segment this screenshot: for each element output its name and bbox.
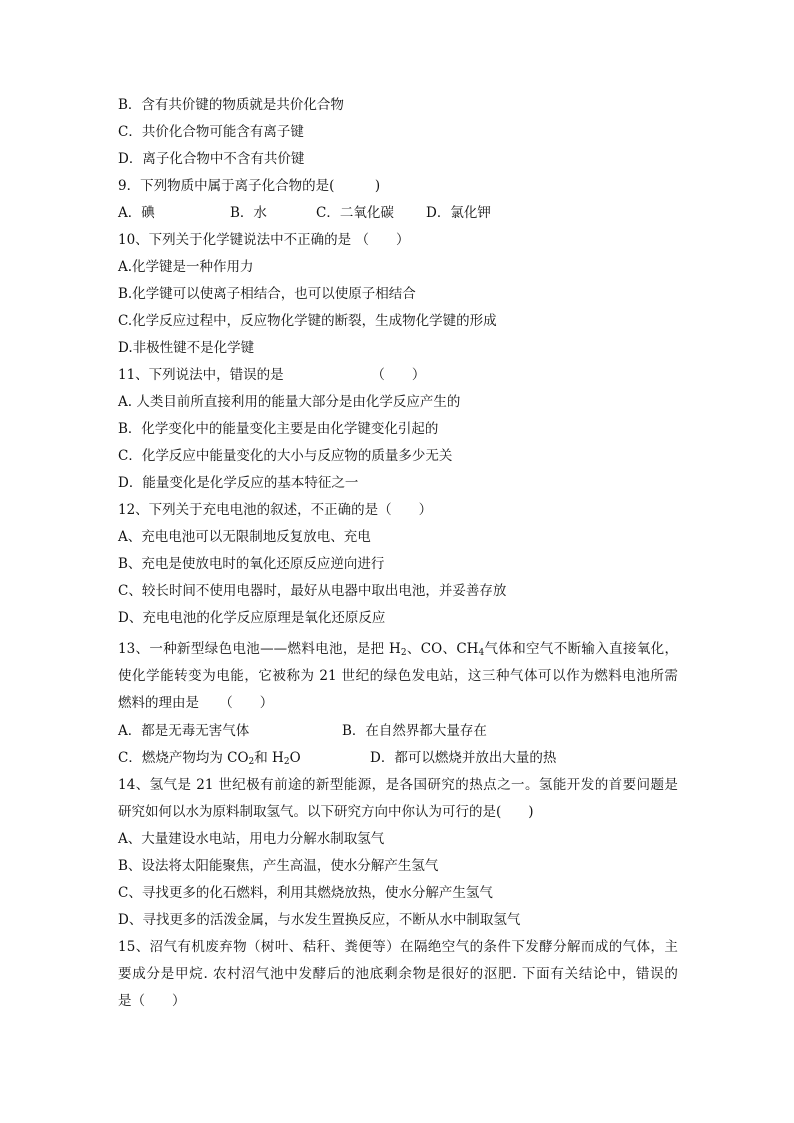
q15-stem-line2: 要成分是甲烷. 农村沼气池中发酵后的池底剩余物是很好的沤肥. 下面有关结论中，错误的 <box>118 966 678 982</box>
q13-option-b: B．在自然界都大量存在 <box>342 723 487 739</box>
q8-option-d: D．离子化合物中不含有共价键 <box>118 151 305 167</box>
q14-option-b: B、设法将太阳能聚焦，产生高温，使水分解产生氢气 <box>118 858 439 874</box>
q8-option-b: B．含有共价键的物质就是共价化合物 <box>118 97 344 113</box>
q11-option-b: B．化学变化中的能量变化主要是由化学键变化引起的 <box>118 421 439 437</box>
q13-options-row1 <box>118 722 678 740</box>
q9-option-a: A．碘 <box>118 205 155 221</box>
q12-option-c: C、较长时间不使用电器时，最好从电器中取出电池，并妥善存放 <box>118 583 507 599</box>
q10-stem: 10、下列关于化学键说法中不正确的是 （ ） <box>118 232 410 248</box>
q9-stem: 9．下列物质中属于离子化合物的是( ) <box>118 178 381 194</box>
q9-option-c: C．二氧化碳 <box>316 205 394 221</box>
q13-option-c: C．燃烧产物均为 $CO_2$和 $H_2O$ <box>118 750 301 767</box>
q14-option-c: C、寻找更多的化石燃料，利用其燃烧放热，使水分解产生氢气 <box>118 885 493 901</box>
q12-option-d: D、充电电池的化学反应原理是氧化还原反应 <box>118 610 386 626</box>
q13-option-d: D．都可以燃烧并放出大量的热 <box>370 750 557 766</box>
q9-options <box>118 204 678 222</box>
q9-option-b: B．水 <box>230 205 267 221</box>
q13-stem-line2: 使化学能转变为电能，它被称为 21 世纪的绿色发电站，这三种气体可以作为燃料电池所需 <box>118 668 678 684</box>
q11-option-c: C．化学反应中能量变化的大小与反应物的质量多少无关 <box>118 448 453 464</box>
q9-option-d: D．氯化钾 <box>426 205 491 221</box>
q12-option-b: B、充电是使放电时的氧化还原反应逆向进行 <box>118 556 385 572</box>
q10-option-c: C.化学反应过程中，反应物化学键的断裂，生成物化学键的形成 <box>118 313 497 329</box>
q14-option-a: A、大量建设水电站，用电力分解水制取氢气 <box>118 831 385 847</box>
q10-option-d: D.非极性键不是化学键 <box>118 340 255 356</box>
q14-option-d: D、寻找更多的活泼金属，与水发生置换反应，不断从水中制取氢气 <box>118 912 521 928</box>
q11-option-a: A. 人类目前所直接利用的能量大部分是由化学反应产生的 <box>118 394 461 410</box>
q11-option-d: D．能量变化是化学反应的基本特征之一 <box>118 475 359 491</box>
q15-stem-line3: 是（ ） <box>118 993 186 1009</box>
q15-stem-line1: 15、沼气有机废弃物（树叶、秸秆、粪便等）在隔绝空气的条件下发酵分解而成的气体，主 <box>118 939 678 955</box>
q13-options-row2 <box>118 749 678 767</box>
q13-option-a: A．都是无毒无害气体 <box>118 723 250 739</box>
q14-stem-line1: 14、氢气是 21 世纪极有前途的新型能源，是各国研究的热点之一。氢能开发的首要问题是 <box>118 777 678 793</box>
q12-stem: 12、下列关于充电电池的叙述，不正确的是（ ） <box>118 502 433 518</box>
q12-option-a: A、充电电池可以无限制地反复放电、充电 <box>118 529 371 545</box>
q13-stem-line1: 13、一种新型绿色电池——燃料电池，是把 $H_2$、CO、$CH_4$气体和空气不断输入直接氧化， <box>118 641 679 658</box>
q10-option-a: A.化学键是一种作用力 <box>118 259 254 275</box>
q8-option-c: C．共价化合物可能含有离子键 <box>118 124 304 140</box>
q14-stem-line2: 研究如何以水为原料制取氢气。以下研究方向中你认为可行的是( ) <box>118 804 534 820</box>
q13-stem-line3: 燃料的理由是 （ ） <box>118 695 274 711</box>
q11-stem: 11、下列说法中，错误的是 （ ） <box>118 367 426 383</box>
q10-option-b: B.化学键可以使离子相结合，也可以使原子相结合 <box>118 286 416 302</box>
